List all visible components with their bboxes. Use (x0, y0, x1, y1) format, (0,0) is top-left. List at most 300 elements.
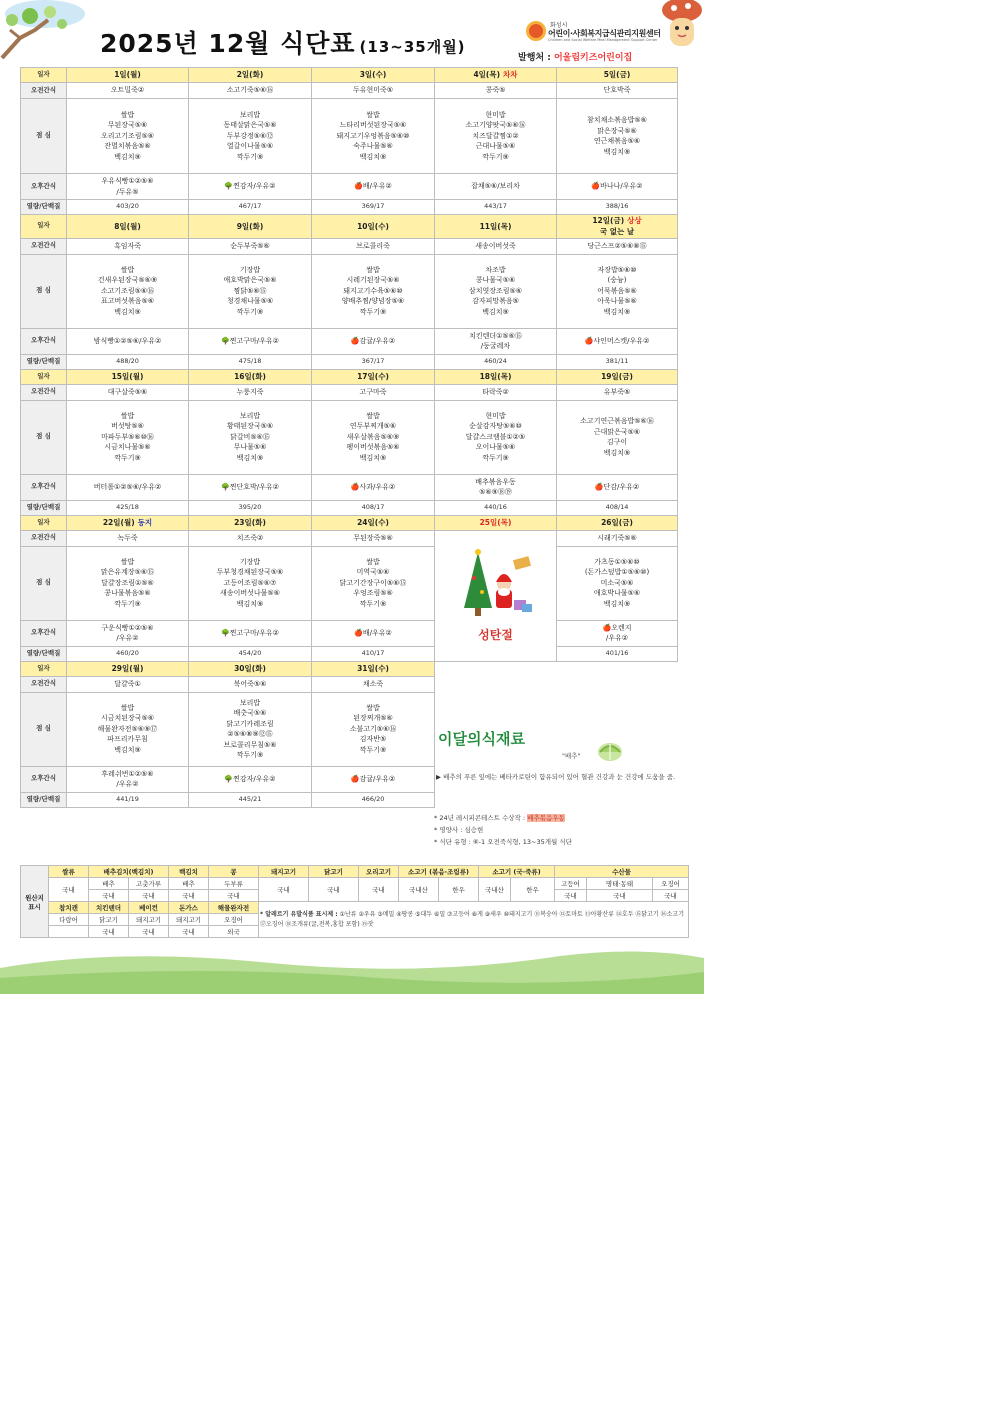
lunch-item: 아욱나물⑤⑥ (597, 297, 637, 306)
lunch-item: 기장밥 (239, 557, 261, 566)
day-header (189, 369, 312, 384)
row-label-nutrition: 열량/단백질 (21, 354, 67, 369)
origin-sub-chili: 고춧가루 (129, 878, 169, 890)
lunch-item: 두부강정⑤⑥⑫ (226, 131, 274, 140)
lunch-menu (189, 99, 312, 174)
note-dietitian: * 영양사 : 심승현 (434, 826, 484, 835)
lunch-item: 새송이버섯나물⑤⑥ (220, 589, 280, 598)
lunch-item: 보리밥 (239, 411, 261, 420)
lunch-item: ②⑤⑥⑧⑨⑫⑮ (227, 730, 273, 738)
pm-snack (557, 620, 678, 646)
origin-v-cabbage-2: 국내 (169, 890, 209, 902)
day-date: 16일(화) (234, 371, 266, 381)
lunch-menu (312, 400, 435, 474)
lunch-item: 애호박맑은국⑤⑥ (223, 276, 277, 285)
lunch-item: 순살감자탕⑤⑥⑩ (469, 422, 522, 431)
day-header (189, 215, 312, 239)
am-snack: 오트밀죽② (67, 83, 189, 99)
pm-snack (67, 766, 189, 792)
pm-snack-line: 구운식빵①②⑤⑥ (101, 623, 154, 632)
day-header (312, 68, 435, 83)
pm-snack (189, 328, 312, 354)
origin-v-mackerel: 국내 (555, 890, 587, 902)
origin-v2-donkatsu: 국내 (169, 926, 209, 938)
origin-h-rice: 쌀류 (49, 866, 89, 878)
day-date: 12일(금) (592, 216, 625, 225)
lunch-item: 건새우된장국⑤⑥⑨ (97, 276, 158, 285)
lunch-item: 백김치⑨ (114, 152, 141, 161)
origin-sub-mackerel: 고등어 (555, 878, 587, 890)
pm-snack (67, 620, 189, 646)
lunch-item: 쌀밥 (366, 557, 380, 566)
note-award: * 24년 레시피콘테스트 수상작 : 배추볶음우동 (434, 814, 565, 822)
nutrition-value: 401/16 (557, 646, 678, 661)
lunch-item: 마파두부⑤⑥⑩⑯ (101, 432, 154, 441)
pm-snack-line: 치킨텐더①⑤⑥⑮ (469, 331, 522, 340)
lunch-item: 깍두기⑨ (114, 599, 141, 608)
lunch-item: 깍두기⑨ (482, 152, 509, 161)
lunch-item: 백김치⑨ (603, 448, 631, 457)
lunch-item: 소고기조림⑤⑥⑯ (100, 286, 155, 295)
lunch-item: 백김치⑨ (603, 307, 631, 316)
row-label-pm: 오후간식 (21, 174, 67, 200)
lunch-item: 오이나물⑤⑥ (475, 443, 516, 452)
day-date: 2일(화) (236, 70, 264, 80)
lunch-item: 돼지고기우엉볶음⑤⑥⑩ (336, 131, 410, 140)
lunch-item: 현미밥 (485, 411, 506, 420)
am-snack: 소고기죽⑤⑥⑯ (189, 83, 312, 99)
am-snack: 타락죽② (435, 384, 557, 400)
lunch-menu (312, 99, 435, 174)
nutrition-value: 408/17 (312, 500, 435, 515)
lunch-item: 근대나물⑤⑥ (475, 142, 516, 151)
lunch-item: 열갈이나물⑤⑥ (226, 142, 274, 151)
lunch-item: 무나물⑤⑥ (233, 443, 267, 452)
pm-snack-line: 🌳찐감자/우유② (224, 182, 276, 191)
am-snack-row (21, 83, 678, 99)
lunch-item: 깍두기⑨ (236, 751, 264, 759)
origin-v-tofu: 국내 (209, 890, 259, 902)
lunch-item: 맑은유계장⑤⑥⑮ (100, 568, 155, 577)
award-dish: 배추볶음우동 (527, 814, 565, 822)
day-tag: 차차 (503, 70, 518, 80)
am-snack: 당근스프②⑤⑥⑧⑮ (557, 238, 678, 254)
nutrition-value: 475/18 (189, 354, 312, 369)
origin-h-tuna: 참치캔 (49, 902, 89, 914)
org-english-name: Children and Social Welfare Meal Management Support Center (548, 38, 658, 42)
lunch-item: 쌀밥 (120, 703, 135, 712)
row-label-am: 오전간식 (21, 238, 67, 254)
pm-snack (557, 328, 678, 354)
pm-snack-line: 배추볶음우동 (475, 477, 516, 486)
pm-snack-line: 🍎사과/우유② (350, 482, 396, 491)
nutrition-row (21, 500, 678, 515)
am-snack: 북어죽⑤⑥ (189, 676, 312, 692)
lunch-menu (557, 546, 678, 620)
pm-snack (189, 620, 312, 646)
nutrition-value: 440/16 (435, 500, 557, 515)
date-row (21, 661, 678, 676)
origin-v2-seafood-ball: 외국 (209, 926, 259, 938)
lunch-item: 치즈달걀찜①② (472, 131, 519, 140)
origin-h-beef-stir: 소고기 (볶음·조림류) (399, 866, 479, 878)
origin-sub-donkatsu: 돼지고기 (169, 914, 209, 926)
am-snack: 흑임자죽 (67, 238, 189, 254)
lunch-row (21, 546, 678, 620)
lunch-item: 애호박나물⑤⑥ (593, 589, 641, 598)
publisher-name: 어울림키즈어린이집 (553, 53, 633, 63)
lunch-item: 파프리카무침 (107, 735, 148, 744)
day-date: 17일(수) (357, 371, 389, 381)
lunch-item: 백김치⑨ (236, 453, 264, 462)
lunch-menu (557, 99, 678, 174)
pm-snack (435, 174, 557, 200)
row-label-am: 오전간식 (21, 676, 67, 692)
origin-v-cabbage: 국내 (89, 890, 129, 902)
origin-table (20, 865, 689, 938)
title-text: 2025년 12월 식단표 (100, 29, 356, 58)
pm-snack (557, 174, 678, 200)
lunch-item: 쌀밥 (120, 110, 135, 119)
pm-snack-line: 🌳찐고구마/우유② (221, 628, 279, 637)
pm-snack-line: 후레쉬번①②⑤⑥ (101, 769, 154, 778)
origin-sub-tender: 닭고기 (89, 914, 129, 926)
row-label-pm: 오후간식 (21, 474, 67, 500)
lunch-row (21, 254, 678, 328)
day-header (435, 515, 557, 530)
lunch-item: 닭갈비⑤⑥⑮ (230, 432, 270, 441)
day-date: 25일(목) (479, 517, 512, 527)
christmas-cell (435, 530, 557, 661)
menu-notes (434, 812, 678, 848)
origin-v-beef1-hanwoo: 한우 (439, 878, 479, 902)
date-row (21, 515, 678, 530)
monthly-ingredient-description: ▶ 배추의 푸른 잎에는 베타카로틴이 함유되어 있어 혈관 건강과 눈 건강에 도움을 줌. (436, 773, 676, 781)
day-date: 24일(수) (357, 517, 389, 527)
lunch-item: 찜닭⑤⑥⑮ (233, 286, 267, 295)
am-snack: 단호박죽 (557, 83, 678, 99)
lunch-item: 근대맑은국⑤⑥ (593, 427, 641, 436)
lunch-item: 깍두기⑨ (359, 599, 387, 608)
lunch-menu (435, 99, 557, 174)
day-date: 8일(월) (114, 221, 141, 231)
lunch-item: 차조밥 (485, 265, 506, 274)
row-label-pm: 오후간식 (21, 328, 67, 354)
day-subtitle: 국 없는 날 (599, 227, 635, 237)
lunch-menu (67, 254, 189, 328)
lunch-menu (435, 254, 557, 328)
day-date: 10일(수) (357, 221, 389, 231)
pm-snack (312, 474, 435, 500)
lunch-menu (67, 546, 189, 620)
row-label-am: 오전간식 (21, 384, 67, 400)
pm-snack-line: /우유② (116, 634, 139, 642)
nutrition-value: 460/20 (67, 646, 189, 661)
holiday-name: 성탄절 (478, 627, 513, 642)
lunch-item: 콩나물국⑤⑥ (475, 276, 516, 285)
lunch-item: 콩나물볶음⑤⑥ (104, 589, 151, 598)
origin-v-pollack: 국내 (587, 890, 653, 902)
origin-h-kimchi: 배추김치(백김치) (89, 866, 169, 878)
day-date: 22일(월) (102, 517, 135, 527)
nutrition-value: 466/20 (312, 792, 435, 807)
origin-h-tender: 치킨텐더 (89, 902, 129, 914)
origin-sub-tofu: 두부류 (209, 878, 259, 890)
row-label-nutrition: 열량/단백질 (21, 792, 67, 807)
lunch-item: 쌀밥 (120, 265, 135, 274)
row-label-lunch: 점 심 (21, 692, 67, 766)
lunch-item: 어묵볶음⑤⑥ (597, 286, 637, 295)
day-header (435, 215, 557, 239)
monthly-ingredient-heading: 이달의식재료 (438, 730, 525, 748)
pm-snack-line: 버터롤①②⑤⑥/우유② (93, 482, 162, 491)
origin-sub-cabbage-2: 배추 (169, 878, 209, 890)
day-date: 9일(화) (236, 221, 264, 231)
lunch-menu (189, 254, 312, 328)
pm-snack-line: 우유식빵①②⑤⑥ (101, 177, 154, 185)
lunch-menu (189, 400, 312, 474)
lunch-row (21, 400, 678, 474)
day-date: 31일(수) (357, 663, 389, 673)
day-date: 30일(화) (234, 663, 266, 673)
lunch-item: 미역국⑤⑥ (356, 568, 390, 577)
lunch-item: 연근채볶음⑤⑥ (593, 137, 641, 145)
origin-sub-pollack: 명태·동태 (587, 878, 653, 890)
lunch-item: 깍두기⑨ (359, 745, 387, 754)
lunch-item: 잔멸치볶음⑤⑥ (104, 142, 151, 151)
pm-snack (312, 620, 435, 646)
lunch-item: 청경채나물⑤⑥ (226, 297, 274, 306)
row-label-date: 일자 (21, 68, 67, 83)
lunch-menu (189, 692, 312, 766)
am-snack: 치즈죽② (189, 530, 312, 546)
lunch-menu (312, 546, 435, 620)
lunch-item: 백김치⑨ (359, 152, 387, 161)
row-label-pm: 오후간식 (21, 766, 67, 792)
nutrition-value: 410/17 (312, 646, 435, 661)
date-row (21, 369, 678, 384)
lunch-item: 가츠동①⑤⑥⑩ (594, 557, 640, 566)
am-snack-row (21, 384, 678, 400)
lunch-item: 보리밥 (239, 698, 261, 707)
day-header (67, 661, 189, 676)
pm-snack-line: 🍎감귤/우유② (350, 336, 396, 345)
origin-h-duck: 오리고기 (359, 866, 399, 878)
monthly-ingredient-box (432, 706, 678, 858)
origin-sub-seafood-ball: 오징어 (209, 914, 259, 926)
day-header (189, 515, 312, 530)
day-date: 26일(금) (601, 517, 633, 527)
am-snack-row (21, 238, 678, 254)
day-header (557, 68, 678, 83)
day-header (435, 68, 557, 83)
pm-snack (189, 174, 312, 200)
pm-snack-line: 잡채⑤⑥/보리차 (471, 182, 520, 191)
lunch-item: 기장밥 (239, 265, 261, 274)
day-header (557, 369, 678, 384)
lunch-item: 맑은장국⑤⑥ (597, 126, 637, 135)
lunch-item: 백김치⑨ (482, 307, 509, 316)
row-label-date: 일자 (21, 515, 67, 530)
note-menu-type: * 식단 유형 : ⑥-1 오전죽식형, 13~35개월 식단 (434, 838, 572, 847)
day-date: 3일(수) (359, 70, 387, 80)
nutrition-value: 460/24 (435, 354, 557, 369)
lunch-menu (67, 692, 189, 766)
origin-h-chicken: 닭고기 (309, 866, 359, 878)
age-range: (13~35개월) (359, 38, 466, 56)
nutrition-value: 488/20 (67, 354, 189, 369)
day-header (67, 515, 189, 530)
lunch-item: 미소국⑤⑥ (600, 578, 634, 587)
lunch-item: 닭고기카레조림 (226, 719, 274, 728)
cabbage-icon (596, 738, 624, 762)
pm-snack (67, 174, 189, 200)
day-date: 15일(월) (111, 371, 144, 381)
origin-v-chili: 국내 (129, 890, 169, 902)
lunch-item: 김자반⑤ (359, 735, 387, 744)
org-name: 어린이·사회복지급식관리지원센터 (548, 29, 661, 38)
lunch-item: 삼치엿장조림⑤⑥ (468, 286, 523, 295)
origin-row-label: 원산지 표시 (21, 866, 49, 938)
origin-h-baekkimchi: 백김치 (169, 866, 209, 878)
lunch-item: 시금치된장국⑤⑥ (100, 714, 155, 723)
lunch-item: 소고기양팟국⑤⑥⑯ (465, 121, 526, 130)
origin-h-donkatsu: 돈가스 (169, 902, 209, 914)
empty-cell (435, 661, 678, 676)
am-snack: 무된장죽⑤⑥ (312, 530, 435, 546)
am-snack: 시래기죽⑤⑥ (557, 530, 678, 546)
lunch-item: (돈가스덮밥①⑤⑥⑩) (584, 568, 650, 577)
allergy-legend: * 알레르기 유발식품 표시제 : ①난류 ②우유 ③메밀 ④땅콩 ⑤대두 ⑥밀 ⑦고등어 ⑧게 ⑨새우 ⑩돼지고기 ⑪복숭아 ⑫토마토 ⑬아황산류 ⑭호두 ⑮닭고기 ⑯소고기 ⑰오징어 ⑱조개류(굴,전복,홍합 포함) ⑲잣 (259, 902, 689, 938)
nutrition-value: 367/17 (312, 354, 435, 369)
row-label-lunch: 점 심 (21, 99, 67, 174)
lunch-item: 백김치⑨ (603, 147, 631, 156)
lunch-menu (312, 692, 435, 766)
day-header (67, 215, 189, 239)
am-snack: 누룽지죽 (189, 384, 312, 400)
pm-snack (435, 328, 557, 354)
day-header (67, 369, 189, 384)
nutrition-value: 369/17 (312, 200, 435, 215)
pm-snack-line: 🌳찐고구마/우유② (221, 336, 279, 345)
org-logo-block (526, 20, 702, 42)
pm-snack-line: /우유② (116, 780, 139, 788)
lunch-item: 백김치⑨ (236, 599, 264, 608)
lunch-item: 쌀밥 (366, 110, 380, 119)
lunch-item: 참치채소볶음밥⑤⑥ (587, 116, 647, 124)
grass-hill-decoration (0, 948, 704, 994)
lunch-item: 달걀스크램블①②⑤ (465, 432, 526, 441)
nutrition-value: 445/21 (189, 792, 312, 807)
day-header (312, 369, 435, 384)
pm-snack-line: 🍎오렌지 (602, 623, 632, 632)
origin-v-rice: 국내 (49, 878, 89, 902)
lunch-item: 새우살볶음⑤⑥⑨ (346, 432, 400, 441)
row-label-nutrition: 열량/단백질 (21, 646, 67, 661)
pm-snack (312, 328, 435, 354)
page-title (100, 24, 466, 60)
am-snack: 순두부죽⑤⑥ (189, 238, 312, 254)
day-date: 1일(월) (114, 70, 141, 80)
row-label-lunch: 점 심 (21, 400, 67, 474)
row-label-nutrition: 열량/단백질 (21, 200, 67, 215)
day-tag: 동지 (137, 517, 153, 527)
origin-v2-bacon: 국내 (129, 926, 169, 938)
am-snack: 고구마죽 (312, 384, 435, 400)
date-row (21, 68, 678, 83)
am-snack: 콩죽⑤ (435, 83, 557, 99)
day-date: 29일(월) (111, 663, 144, 673)
row-label-am: 오전간식 (21, 530, 67, 546)
lunch-item: 백김치⑨ (603, 599, 631, 608)
lunch-item: 백김치⑨ (114, 307, 141, 316)
day-header (189, 661, 312, 676)
lunch-item: 현미밥 (485, 110, 506, 119)
publisher (518, 50, 632, 63)
row-label-date: 일자 (21, 369, 67, 384)
origin-sub-squid: 오징어 (653, 878, 689, 890)
lunch-item: 배춧국⑤⑥ (233, 709, 267, 717)
lunch-item: 자장밥⑤⑥⑩ (597, 265, 637, 274)
monthly-ingredient-item: "배추" (562, 752, 581, 760)
pm-snack-row (21, 620, 678, 646)
row-label-am: 오전간식 (21, 83, 67, 99)
lunch-item: 쌀밥 (120, 557, 135, 566)
day-date: 18일(목) (479, 371, 512, 381)
am-snack-row (21, 530, 678, 546)
origin-h-bean: 콩 (209, 866, 259, 878)
pm-snack-line: 🍎단감/우유② (594, 482, 640, 491)
nutrition-row (21, 646, 678, 661)
row-label-lunch: 점 심 (21, 254, 67, 328)
publisher-label: 발행처 : (518, 53, 551, 63)
nutrition-value: 454/20 (189, 646, 312, 661)
lunch-row (21, 99, 678, 174)
am-snack: 새송이버섯죽 (435, 238, 557, 254)
lunch-item: 소불고기⑤⑥⑯ (349, 724, 397, 733)
lunch-item: 닭고기간장구이⑤⑥⑮ (339, 578, 407, 587)
date-row (21, 215, 678, 239)
lunch-item: 양배추찜/양념장⑤⑥ (341, 297, 405, 306)
nutrition-row (21, 354, 678, 369)
origin-v-beef2: 국내산 (479, 878, 511, 902)
lunch-item: 우엉조림⑤⑥ (353, 589, 393, 598)
pm-snack-line: /두유⑤ (116, 187, 139, 196)
lunch-item: 백김치⑨ (114, 745, 141, 754)
pm-snack-row (21, 328, 678, 354)
pm-snack (435, 474, 557, 500)
day-header (435, 369, 557, 384)
nutrition-value: 425/18 (67, 500, 189, 515)
nutrition-value: 443/17 (435, 200, 557, 215)
pm-snack-line: 🍎배/우유② (354, 628, 392, 637)
pm-snack (312, 174, 435, 200)
lunch-item: 쌀밥 (366, 265, 380, 274)
day-date: 4일(목) (473, 70, 501, 80)
origin-v-beef2-hanwoo: 한우 (511, 878, 555, 902)
org-logo-icon (526, 21, 546, 41)
lunch-item: 무된장국⑤⑥ (107, 121, 148, 130)
origin-h-seafood: 수산물 (555, 866, 689, 878)
nutrition-value: 441/19 (67, 792, 189, 807)
pm-snack-line: 🌳찐감자/우유② (224, 774, 276, 783)
am-snack: 달걀죽① (67, 676, 189, 692)
am-snack: 채소죽 (312, 676, 435, 692)
lunch-item: 감자피망볶음⑤ (472, 297, 519, 306)
menu-table (20, 67, 678, 808)
row-label-date: 일자 (21, 661, 67, 676)
lunch-item: 소고기연근볶음밥⑤⑥⑯ (580, 417, 654, 425)
